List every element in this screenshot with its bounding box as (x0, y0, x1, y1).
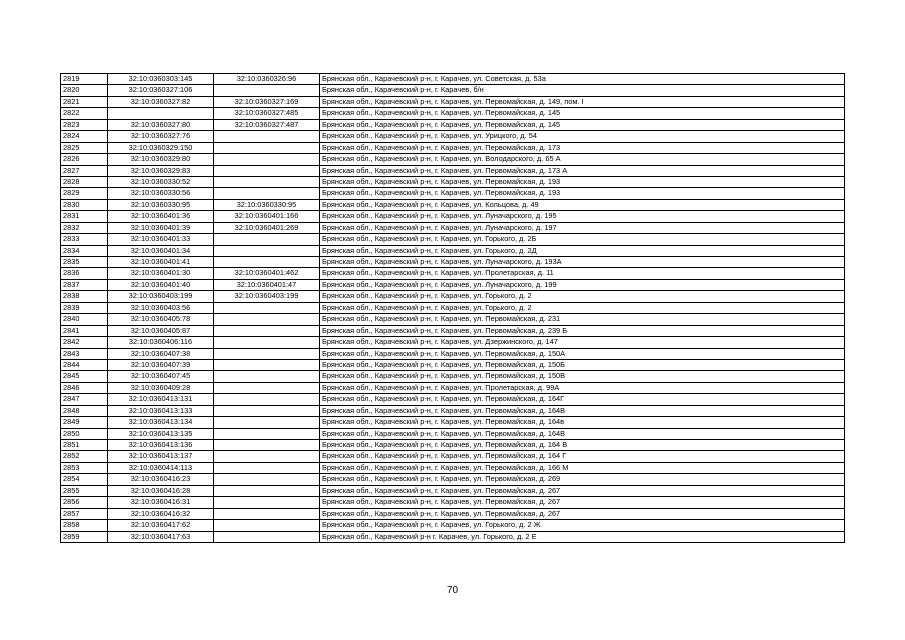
table-row (61, 314, 845, 325)
cadastral-number-cell: 32:10:0360327:80 (108, 119, 214, 130)
address-cell: Брянская обл., Карачевский р-н, г. Карачев, ул. Первомайская, д. 149, пом. I (320, 96, 845, 107)
address-cell: Брянская обл., Карачевский р-н, г. Карачев, ул. Горького, д. 2Д (320, 245, 845, 256)
address-cell: Брянская обл., Карачевский р-н, г. Карачев, ул. Горького, д. 2Б (320, 234, 845, 245)
address-cell: Брянская обл., Карачевский р-н, г. Карачев, ул. Луначарского, д. 197 (320, 222, 845, 233)
row-number-cell: 2857 (61, 508, 108, 519)
related-cadastral-number-cell (214, 394, 320, 405)
row-number-cell: 2848 (61, 405, 108, 416)
table-row (61, 371, 845, 382)
table-row (61, 74, 845, 85)
cadastral-number-cell: 32:10:0360401:34 (108, 245, 214, 256)
table-row (61, 462, 845, 473)
related-cadastral-number-cell (214, 348, 320, 359)
table-row (61, 142, 845, 153)
row-number-cell: 2850 (61, 428, 108, 439)
cadastral-number-cell: 32:10:0360405:87 (108, 325, 214, 336)
related-cadastral-number-cell (214, 188, 320, 199)
address-cell: Брянская обл., Карачевский р-н, г. Карачев, ул. Первомайская, д. 269 (320, 474, 845, 485)
row-number-cell: 2835 (61, 257, 108, 268)
related-cadastral-number-cell (214, 371, 320, 382)
table-row (61, 199, 845, 210)
cadastral-number-cell: 32:10:0360416:28 (108, 485, 214, 496)
address-cell: Брянская обл., Карачевский р-н, г. Карачев, ул. Первомайская, д. 164в (320, 417, 845, 428)
table-row (61, 154, 845, 165)
related-cadastral-number-cell: 32:10:0360326:96 (214, 74, 320, 85)
related-cadastral-number-cell: 32:10:0360401:47 (214, 279, 320, 290)
address-cell: Брянская обл., Карачевский р-н, г. Карачев, ул. Первомайская, д. 150А (320, 348, 845, 359)
table-row (61, 188, 845, 199)
address-cell: Брянская обл., Карачевский р-н, г. Карачев, ул. Первомайская, д. 267 (320, 497, 845, 508)
table-row (61, 108, 845, 119)
address-cell: Брянская обл., Карачевский р-н, г. Карачев, ул. Первомайская, д. 145 (320, 119, 845, 130)
table-row (61, 531, 845, 542)
row-number-cell: 2829 (61, 188, 108, 199)
row-number-cell: 2852 (61, 451, 108, 462)
row-number-cell: 2824 (61, 131, 108, 142)
address-cell: Брянская обл., Карачевский р-н, г. Карачев, ул. Луначарского, д. 193А (320, 257, 845, 268)
cadastral-number-cell: 32:10:0360330:56 (108, 188, 214, 199)
related-cadastral-number-cell (214, 417, 320, 428)
address-cell: Брянская обл., Карачевский р-н, г. Карачев, ул. Володарского, д. 65 А (320, 154, 845, 165)
related-cadastral-number-cell: 32:10:0360403:199 (214, 291, 320, 302)
related-cadastral-number-cell (214, 257, 320, 268)
related-cadastral-number-cell: 32:10:0360327:485 (214, 108, 320, 119)
table-row (61, 359, 845, 370)
table-row (61, 279, 845, 290)
row-number-cell: 2859 (61, 531, 108, 542)
related-cadastral-number-cell: 32:10:0360401:462 (214, 268, 320, 279)
table-row (61, 302, 845, 313)
related-cadastral-number-cell: 32:10:0360327:169 (214, 96, 320, 107)
row-number-cell: 2847 (61, 394, 108, 405)
address-cell: Брянская обл., Карачевский р-н, г. Карачев, ул. Первомайская, д. 267 (320, 508, 845, 519)
table-row (61, 348, 845, 359)
table-row (61, 119, 845, 130)
cadastral-number-cell: 32:10:0360413:131 (108, 394, 214, 405)
address-cell: Брянская обл., Карачевский р-н, г. Карачев, ул. Кольцова, д. 49 (320, 199, 845, 210)
table-row (61, 337, 845, 348)
row-number-cell: 2840 (61, 314, 108, 325)
row-number-cell: 2834 (61, 245, 108, 256)
row-number-cell: 2855 (61, 485, 108, 496)
address-cell: Брянская обл., Карачевский р-н, г. Карачев, ул. Горького, д. 2 (320, 291, 845, 302)
row-number-cell: 2853 (61, 462, 108, 473)
address-cell: Брянская обл., Карачевский р-н, г. Карачев, ул. Луначарского, д. 199 (320, 279, 845, 290)
address-cell: Брянская обл., Карачевский р-н, г. Карачев, ул. Первомайская, д. 150Б (320, 359, 845, 370)
related-cadastral-number-cell (214, 405, 320, 416)
address-cell: Брянская обл., Карачевский р-н, г. Карачев, б/н (320, 85, 845, 96)
cadastral-number-cell: 32:10:0360417:63 (108, 531, 214, 542)
related-cadastral-number-cell (214, 131, 320, 142)
related-cadastral-number-cell: 32:10:0360327:487 (214, 119, 320, 130)
row-number-cell: 2830 (61, 199, 108, 210)
cadastral-number-cell: 32:10:0360407:38 (108, 348, 214, 359)
cadastral-number-cell: 32:10:0360327:76 (108, 131, 214, 142)
row-number-cell: 2843 (61, 348, 108, 359)
related-cadastral-number-cell (214, 337, 320, 348)
table-row (61, 485, 845, 496)
related-cadastral-number-cell (214, 474, 320, 485)
row-number-cell: 2844 (61, 359, 108, 370)
related-cadastral-number-cell (214, 485, 320, 496)
address-cell: Брянская обл., Карачевский р-н, г. Карачев, ул. Первомайская, д. 145 (320, 108, 845, 119)
address-cell: Брянская обл., Карачевский р-н, г. Карачев, ул. Советская, д. 53а (320, 74, 845, 85)
address-cell: Брянская обл., Карачевский р-н, г. Карачев, ул. Первомайская, д. 150В (320, 371, 845, 382)
cadastral-number-cell: 32:10:0360409:28 (108, 382, 214, 393)
table-row (61, 382, 845, 393)
related-cadastral-number-cell (214, 245, 320, 256)
row-number-cell: 2819 (61, 74, 108, 85)
row-number-cell: 2822 (61, 108, 108, 119)
address-cell: Брянская обл., Карачевский р-н, г. Карачев, ул. Первомайская, д. 267 (320, 485, 845, 496)
cadastral-number-cell: 32:10:0360330:52 (108, 176, 214, 187)
address-cell: Брянская обл., Карачевский р-н, г. Карачев, ул. Пролетарская, д. 99А (320, 382, 845, 393)
row-number-cell: 2821 (61, 96, 108, 107)
address-cell: Брянская обл., Карачевский р-н, г. Карачев, ул. Горького, д. 2 Ж (320, 520, 845, 531)
address-cell: Брянская обл., Карачевский р-н, г. Карачев, ул. Горького, д. 2 (320, 302, 845, 313)
cadastral-number-cell: 32:10:0360406:116 (108, 337, 214, 348)
related-cadastral-number-cell: 32:10:0360330:95 (214, 199, 320, 210)
cadastral-number-cell: 32:10:0360401:39 (108, 222, 214, 233)
related-cadastral-number-cell (214, 451, 320, 462)
row-number-cell: 2827 (61, 165, 108, 176)
cadastral-number-cell: 32:10:0360403:56 (108, 302, 214, 313)
row-number-cell: 2820 (61, 85, 108, 96)
cadastral-number-cell: 32:10:0360417:62 (108, 520, 214, 531)
cadastral-number-cell: 32:10:0360329:80 (108, 154, 214, 165)
cadastral-number-cell: 32:10:0360405:78 (108, 314, 214, 325)
cadastral-number-cell: 32:10:0360413:136 (108, 440, 214, 451)
row-number-cell: 2833 (61, 234, 108, 245)
cadastral-number-cell: 32:10:0360327:106 (108, 85, 214, 96)
row-number-cell: 2828 (61, 176, 108, 187)
address-cell: Брянская обл., Карачевский р-н, г. Карачев, ул. Первомайская, д. 166 М (320, 462, 845, 473)
table-row (61, 291, 845, 302)
cadastral-number-cell: 32:10:0360401:40 (108, 279, 214, 290)
related-cadastral-number-cell: 32:10:0360401:166 (214, 211, 320, 222)
cadastral-number-cell: 32:10:0360401:36 (108, 211, 214, 222)
table-row (61, 474, 845, 485)
related-cadastral-number-cell (214, 165, 320, 176)
table-row (61, 405, 845, 416)
cadastral-number-cell: 32:10:0360401:41 (108, 257, 214, 268)
table-row (61, 417, 845, 428)
row-number-cell: 2823 (61, 119, 108, 130)
cadastral-number-cell: 32:10:0360329:83 (108, 165, 214, 176)
cadastral-number-cell: 32:10:0360401:30 (108, 268, 214, 279)
cadastral-number-cell (108, 108, 214, 119)
table-row (61, 131, 845, 142)
address-cell: Брянская обл., Карачевский р-н, г. Карачев, ул. Первомайская, д. 173 А (320, 165, 845, 176)
table-row (61, 211, 845, 222)
table-row (61, 428, 845, 439)
cadastral-number-cell: 32:10:0360416:31 (108, 497, 214, 508)
address-cell: Брянская обл., Карачевский р-н, г. Карачев, ул. Первомайская, д. 164В (320, 428, 845, 439)
related-cadastral-number-cell (214, 85, 320, 96)
cadastral-number-cell: 32:10:0360413:133 (108, 405, 214, 416)
related-cadastral-number-cell (214, 428, 320, 439)
related-cadastral-number-cell (214, 302, 320, 313)
related-cadastral-number-cell (214, 325, 320, 336)
row-number-cell: 2856 (61, 497, 108, 508)
address-cell: Брянская обл., Карачевский р-н, г. Карачев, ул. Первомайская, д. 164В (320, 405, 845, 416)
address-cell: Брянская обл., Карачевский р-н, г. Карачев, ул. Пролетарская, д. 11 (320, 268, 845, 279)
cadastral-number-cell: 32:10:0360413:134 (108, 417, 214, 428)
row-number-cell: 2851 (61, 440, 108, 451)
table-row (61, 222, 845, 233)
table-row (61, 497, 845, 508)
table-row (61, 85, 845, 96)
table-row (61, 508, 845, 519)
row-number-cell: 2858 (61, 520, 108, 531)
registry-table-body (61, 74, 845, 543)
cadastral-number-cell: 32:10:0360330:95 (108, 199, 214, 210)
cadastral-registry-table (60, 73, 845, 543)
table-row (61, 96, 845, 107)
address-cell: Брянская обл., Карачевский р-н, г. Карачев, ул. Луначарского, д. 195 (320, 211, 845, 222)
table-row (61, 451, 845, 462)
table-row (61, 440, 845, 451)
address-cell: Брянская обл., Карачевский р-н, г. Карачев, ул. Первомайская, д. 231 (320, 314, 845, 325)
row-number-cell: 2832 (61, 222, 108, 233)
related-cadastral-number-cell (214, 234, 320, 245)
cadastral-number-cell: 32:10:0360416:32 (108, 508, 214, 519)
table-row (61, 268, 845, 279)
related-cadastral-number-cell (214, 382, 320, 393)
table-row (61, 176, 845, 187)
related-cadastral-number-cell (214, 154, 320, 165)
table-row (61, 245, 845, 256)
address-cell: Брянская обл., Карачевский р-н, г. Карачев, ул. Первомайская, д. 164 В (320, 440, 845, 451)
related-cadastral-number-cell (214, 520, 320, 531)
related-cadastral-number-cell (214, 359, 320, 370)
cadastral-number-cell: 32:10:0360403:199 (108, 291, 214, 302)
related-cadastral-number-cell (214, 462, 320, 473)
address-cell: Брянская обл., Карачевский р-н, г. Карачев, ул. Первомайская, д. 193 (320, 176, 845, 187)
related-cadastral-number-cell (214, 440, 320, 451)
cadastral-number-cell: 32:10:0360327:82 (108, 96, 214, 107)
related-cadastral-number-cell (214, 508, 320, 519)
address-cell: Брянская обл., Карачевский р-н, г. Карачев, ул. Первомайская, д. 164 Г (320, 451, 845, 462)
address-cell: Брянская обл., Карачевский р-н, г. Карачев, ул. Первомайская, д. 239 Б (320, 325, 845, 336)
row-number-cell: 2836 (61, 268, 108, 279)
table-row (61, 325, 845, 336)
table-row (61, 520, 845, 531)
related-cadastral-number-cell (214, 314, 320, 325)
row-number-cell: 2826 (61, 154, 108, 165)
table-row (61, 234, 845, 245)
row-number-cell: 2846 (61, 382, 108, 393)
cadastral-number-cell: 32:10:0360303:145 (108, 74, 214, 85)
row-number-cell: 2849 (61, 417, 108, 428)
related-cadastral-number-cell: 32:10:0360401:269 (214, 222, 320, 233)
cadastral-number-cell: 32:10:0360413:135 (108, 428, 214, 439)
row-number-cell: 2845 (61, 371, 108, 382)
address-cell: Брянская обл., Карачевский р-н, г. Карачев, ул. Первомайская, д. 164Г (320, 394, 845, 405)
row-number-cell: 2841 (61, 325, 108, 336)
cadastral-number-cell: 32:10:0360413:137 (108, 451, 214, 462)
cadastral-number-cell: 32:10:0360401:33 (108, 234, 214, 245)
row-number-cell: 2839 (61, 302, 108, 313)
row-number-cell: 2837 (61, 279, 108, 290)
cadastral-number-cell: 32:10:0360414:113 (108, 462, 214, 473)
related-cadastral-number-cell (214, 531, 320, 542)
row-number-cell: 2831 (61, 211, 108, 222)
address-cell: Брянская обл., Карачевский р-н, г. Карачев, ул. Первомайская, д. 173 (320, 142, 845, 153)
cadastral-number-cell: 32:10:0360416:23 (108, 474, 214, 485)
address-cell: Брянская обл., Карачевский р-н г. Карачев, ул. Горького, д. 2 Е (320, 531, 845, 542)
row-number-cell: 2842 (61, 337, 108, 348)
related-cadastral-number-cell (214, 497, 320, 508)
address-cell: Брянская обл., Карачевский р-н, г. Карачев, ул. Первомайская, д. 193 (320, 188, 845, 199)
row-number-cell: 2838 (61, 291, 108, 302)
page-number: 70 (446, 585, 459, 596)
row-number-cell: 2854 (61, 474, 108, 485)
related-cadastral-number-cell (214, 142, 320, 153)
related-cadastral-number-cell (214, 176, 320, 187)
cadastral-number-cell: 32:10:0360407:39 (108, 359, 214, 370)
address-cell: Брянская обл., Карачевский р-н, г. Карачев, ул. Дзержинского, д. 147 (320, 337, 845, 348)
cadastral-number-cell: 32:10:0360329:150 (108, 142, 214, 153)
table-row (61, 165, 845, 176)
row-number-cell: 2825 (61, 142, 108, 153)
table-row (61, 394, 845, 405)
table-row (61, 257, 845, 268)
cadastral-number-cell: 32:10:0360407:45 (108, 371, 214, 382)
address-cell: Брянская обл., Карачевский р-н, г. Карачев, ул. Урицкого, д. 54 (320, 131, 845, 142)
